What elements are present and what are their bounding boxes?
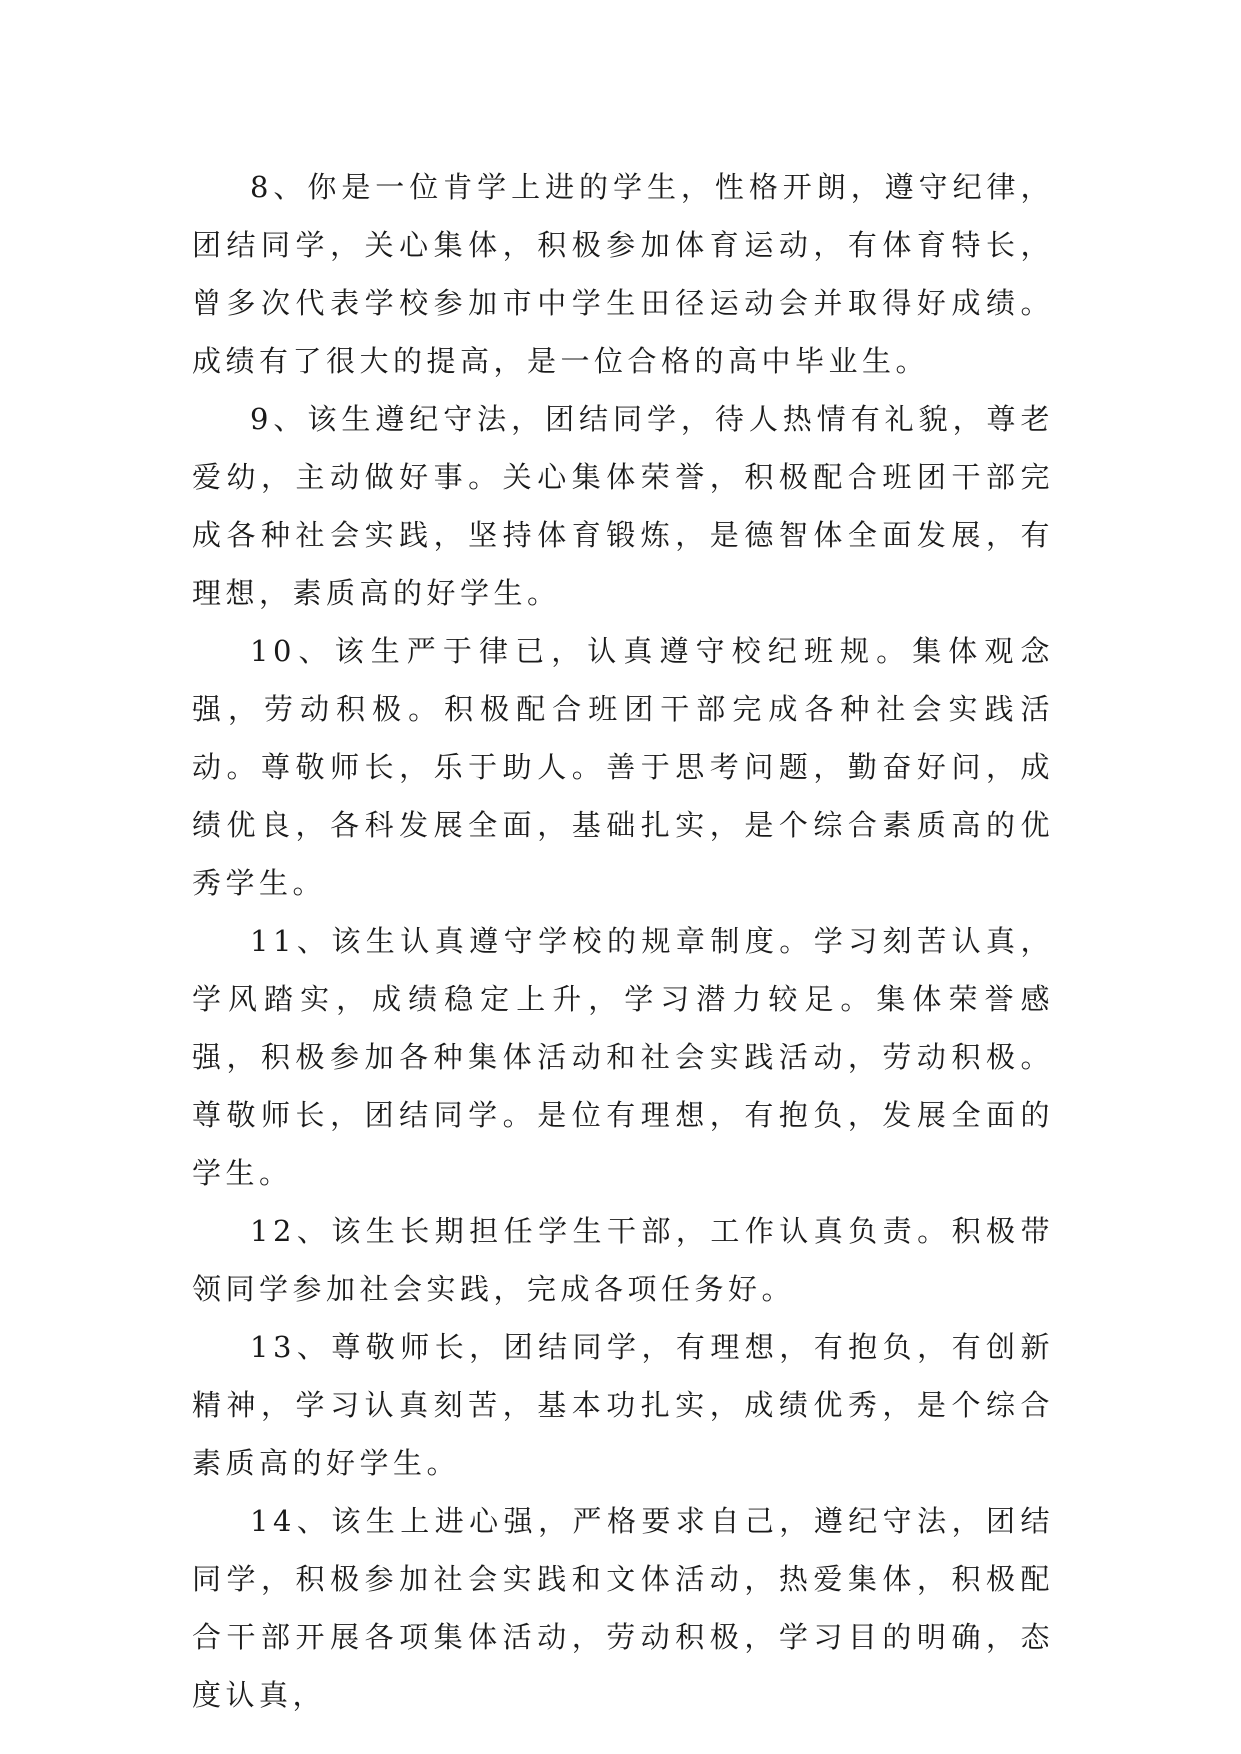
paragraph-13: 13、尊敬师长，团结同学，有理想，有抱负，有创新精神，学习认真刻苦，基本功扎实，成绩优秀，是个综合素质高的好学生。 (192, 1330, 1054, 1480)
paragraph-10: 10、该生严于律已，认真遵守校纪班规。集体观念强，劳动积极。积极配合班团干部完成各种社会实践活动。尊敬师长，乐于助人。善于思考问题，勤奋好问，成绩优良，各科发展全面，基础扎实，是个综合素质高的优秀学生。 (192, 634, 1054, 900)
paragraph-8: 8、你是一位肯学上进的学生，性格开朗，遵守纪律，团结同学，关心集体，积极参加体育运动，有体育特长，曾多次代表学校参加市中学生田径运动会并取得好成绩。成绩有了很大的提高，是一位合格的高中毕业生。 (192, 170, 1054, 378)
paragraph-11: 11、该生认真遵守学校的规章制度。学习刻苦认真，学风踏实，成绩稳定上升，学习潜力较足。集体荣誉感强，积极参加各种集体活动和社会实践活动，劳动积极。尊敬师长，团结同学。是位有理想，有抱负，发展全面的学生。 (192, 924, 1054, 1190)
document-body (192, 158, 1054, 1724)
paragraph-12: 12、该生长期担任学生干部，工作认真负责。积极带领同学参加社会实践，完成各项任务好。 (192, 1214, 1054, 1306)
paragraph-9: 9、该生遵纪守法，团结同学，待人热情有礼貌，尊老爱幼，主动做好事。关心集体荣誉，积极配合班团干部完成各种社会实践，坚持体育锻炼，是德智体全面发展，有理想，素质高的好学生。 (192, 402, 1054, 610)
paragraph-14: 14、该生上进心强，严格要求自己，遵纪守法，团结同学，积极参加社会实践和文体活动，热爱集体，积极配合干部开展各项集体活动，劳动积极，学习目的明确，态度认真， (192, 1504, 1054, 1712)
